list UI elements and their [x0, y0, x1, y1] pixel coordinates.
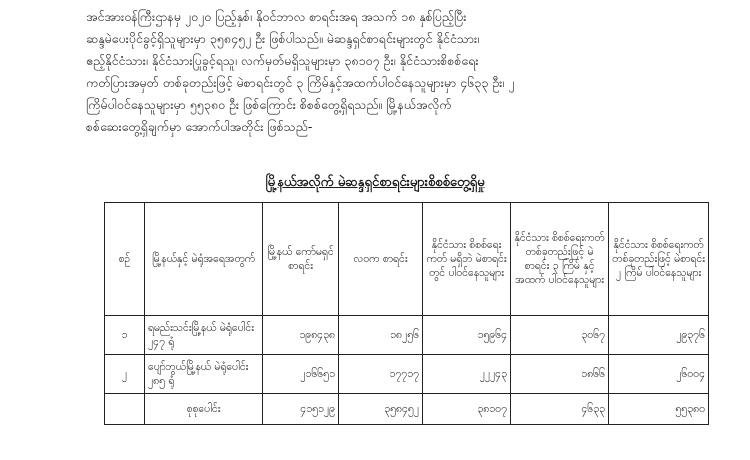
- statistics-table: [104, 202, 709, 425]
- row-index: ၂: [105, 355, 145, 394]
- table-row: [105, 355, 709, 394]
- township-cell: ပျော်ဘွယ်မြို့နယ် မဲရုံပေါင်း ၂၈၅ ရုံ: [145, 355, 263, 394]
- paragraph-line: အင်အားဝန်ကြီးဌာနမှ ၂၀၂၀ ပြည့်နှစ်၊ နိုဝင်ဘာလ စာရင်းအရ အသက် ၁၈ နှစ်ပြည့်ပြီး: [86, 9, 467, 24]
- paragraph-line: စစ်ဆေးတွေ့ရှိချက်မှာ အောက်ပါအတိုင်း ဖြစ်သည်-: [86, 119, 313, 134]
- column-header: မြို့နယ်နှင့် မဲရုံအရေအတွက်: [145, 203, 263, 316]
- table-cell: ၁၈၆၆: [511, 355, 609, 394]
- column-header: လဝက စာရင်း: [339, 203, 423, 316]
- column-header: စဉ်: [105, 203, 145, 316]
- table-cell: ၃၀၆၇: [511, 316, 609, 355]
- total-cell: ၃၅၈၄၅၂: [339, 394, 423, 425]
- township-cell: ရမည်းသင်းမြို့နယ် မဲရုံပေါင်း ၂၄၇ ရုံ: [145, 316, 263, 355]
- table-cell: ၂၆၀၀၄: [609, 355, 709, 394]
- total-cell: ၅၅၃၈၀: [609, 394, 709, 425]
- paragraph-line: ဧည့်နိုင်ငံသား၊ နိုင်ငံသားပြုခွင့်ရသူ၊ လက်မှတ်မရှိသူများမှာ ၃၈၁၀၇ ဦး၊ နိုင်ငံသားစိစစ်ရေး: [86, 53, 479, 68]
- row-index: ၁: [105, 316, 145, 355]
- table-cell: ၂၂၂၄၃: [423, 355, 511, 394]
- total-label: စုစုပေါင်း: [145, 394, 263, 425]
- table-row: [105, 316, 709, 355]
- column-header: မြို့နယ် ကော်မရှင် စာရင်း: [263, 203, 339, 316]
- total-cell: ၃၈၁၀၇: [423, 394, 511, 425]
- table-cell: ၂၉၃၇၆: [609, 316, 709, 355]
- column-header: နိုင်ငံသား စိစစ်ရေးကတ် တစ်ခုတည်းဖြင့် မဲစာရင်း ၃ ကြိမ် နှင့်အထက် ပါဝင်နေသူများ: [511, 203, 609, 316]
- total-row: [105, 394, 709, 425]
- total-cell: ၄၁၅၁၂၉: [263, 394, 339, 425]
- table-cell: ၁၉၈၄၃၈: [263, 316, 339, 355]
- total-cell: ၄၆၃၃: [511, 394, 609, 425]
- column-header: နိုင်ငံသား စိစစ်ရေးကတ် တစ်ခုတည်းဖြင့် မဲစာရင်း ၂ ကြိမ် ပါဝင်နေသူများ: [609, 203, 709, 316]
- table-header-row: [105, 203, 709, 316]
- paragraph-line: ကတ်ပြားအမှတ် တစ်ခုတည်းဖြင့် မဲစာရင်းတွင် ၃ ကြိမ်နှင့်အထက်ပါဝင်နေသူများမှာ ၄၆၃၃ ဦး၊ ၂: [86, 75, 515, 90]
- table-cell: ၂၁၆၆၅၁: [263, 355, 339, 394]
- column-header: နိုင်ငံသား စိစစ်ရေးကတ် မရှိဘဲ မဲစာရင်းတွင် ပါဝင်နေသူများ: [423, 203, 511, 316]
- intro-paragraph: [86, 6, 706, 138]
- paragraph-line: ကြိမ်ပါဝင်နေသူများမှာ ၅၅၃၈၀ ဦး ဖြစ်ကြောင်း စိစစ်တွေ့ရှိရသည်။ မြို့နယ်အလိုက်: [86, 97, 452, 112]
- table-cell: ၁၇၇၁၇: [339, 355, 423, 394]
- empty-cell: [105, 394, 145, 425]
- table-title: မြို့နယ်အလိုက် မဲဆန္ဒရှင်စာရင်းများစိစစ်တွေ့ရှိမှု: [265, 175, 485, 190]
- paragraph-line: ဆန္ဒမဲပေးပိုင်ခွင့်ရှိသူများမှာ ၃၅၈၄၅၂ ဦး ဖြစ်ပါသည်။ မဲဆန္ဒရှင်စာရင်းများတွင် နိုင်ငံသား၊: [86, 31, 480, 46]
- table-cell: ၁၈၂၅၆: [339, 316, 423, 355]
- table-cell: ၁၅၉၆၄: [423, 316, 511, 355]
